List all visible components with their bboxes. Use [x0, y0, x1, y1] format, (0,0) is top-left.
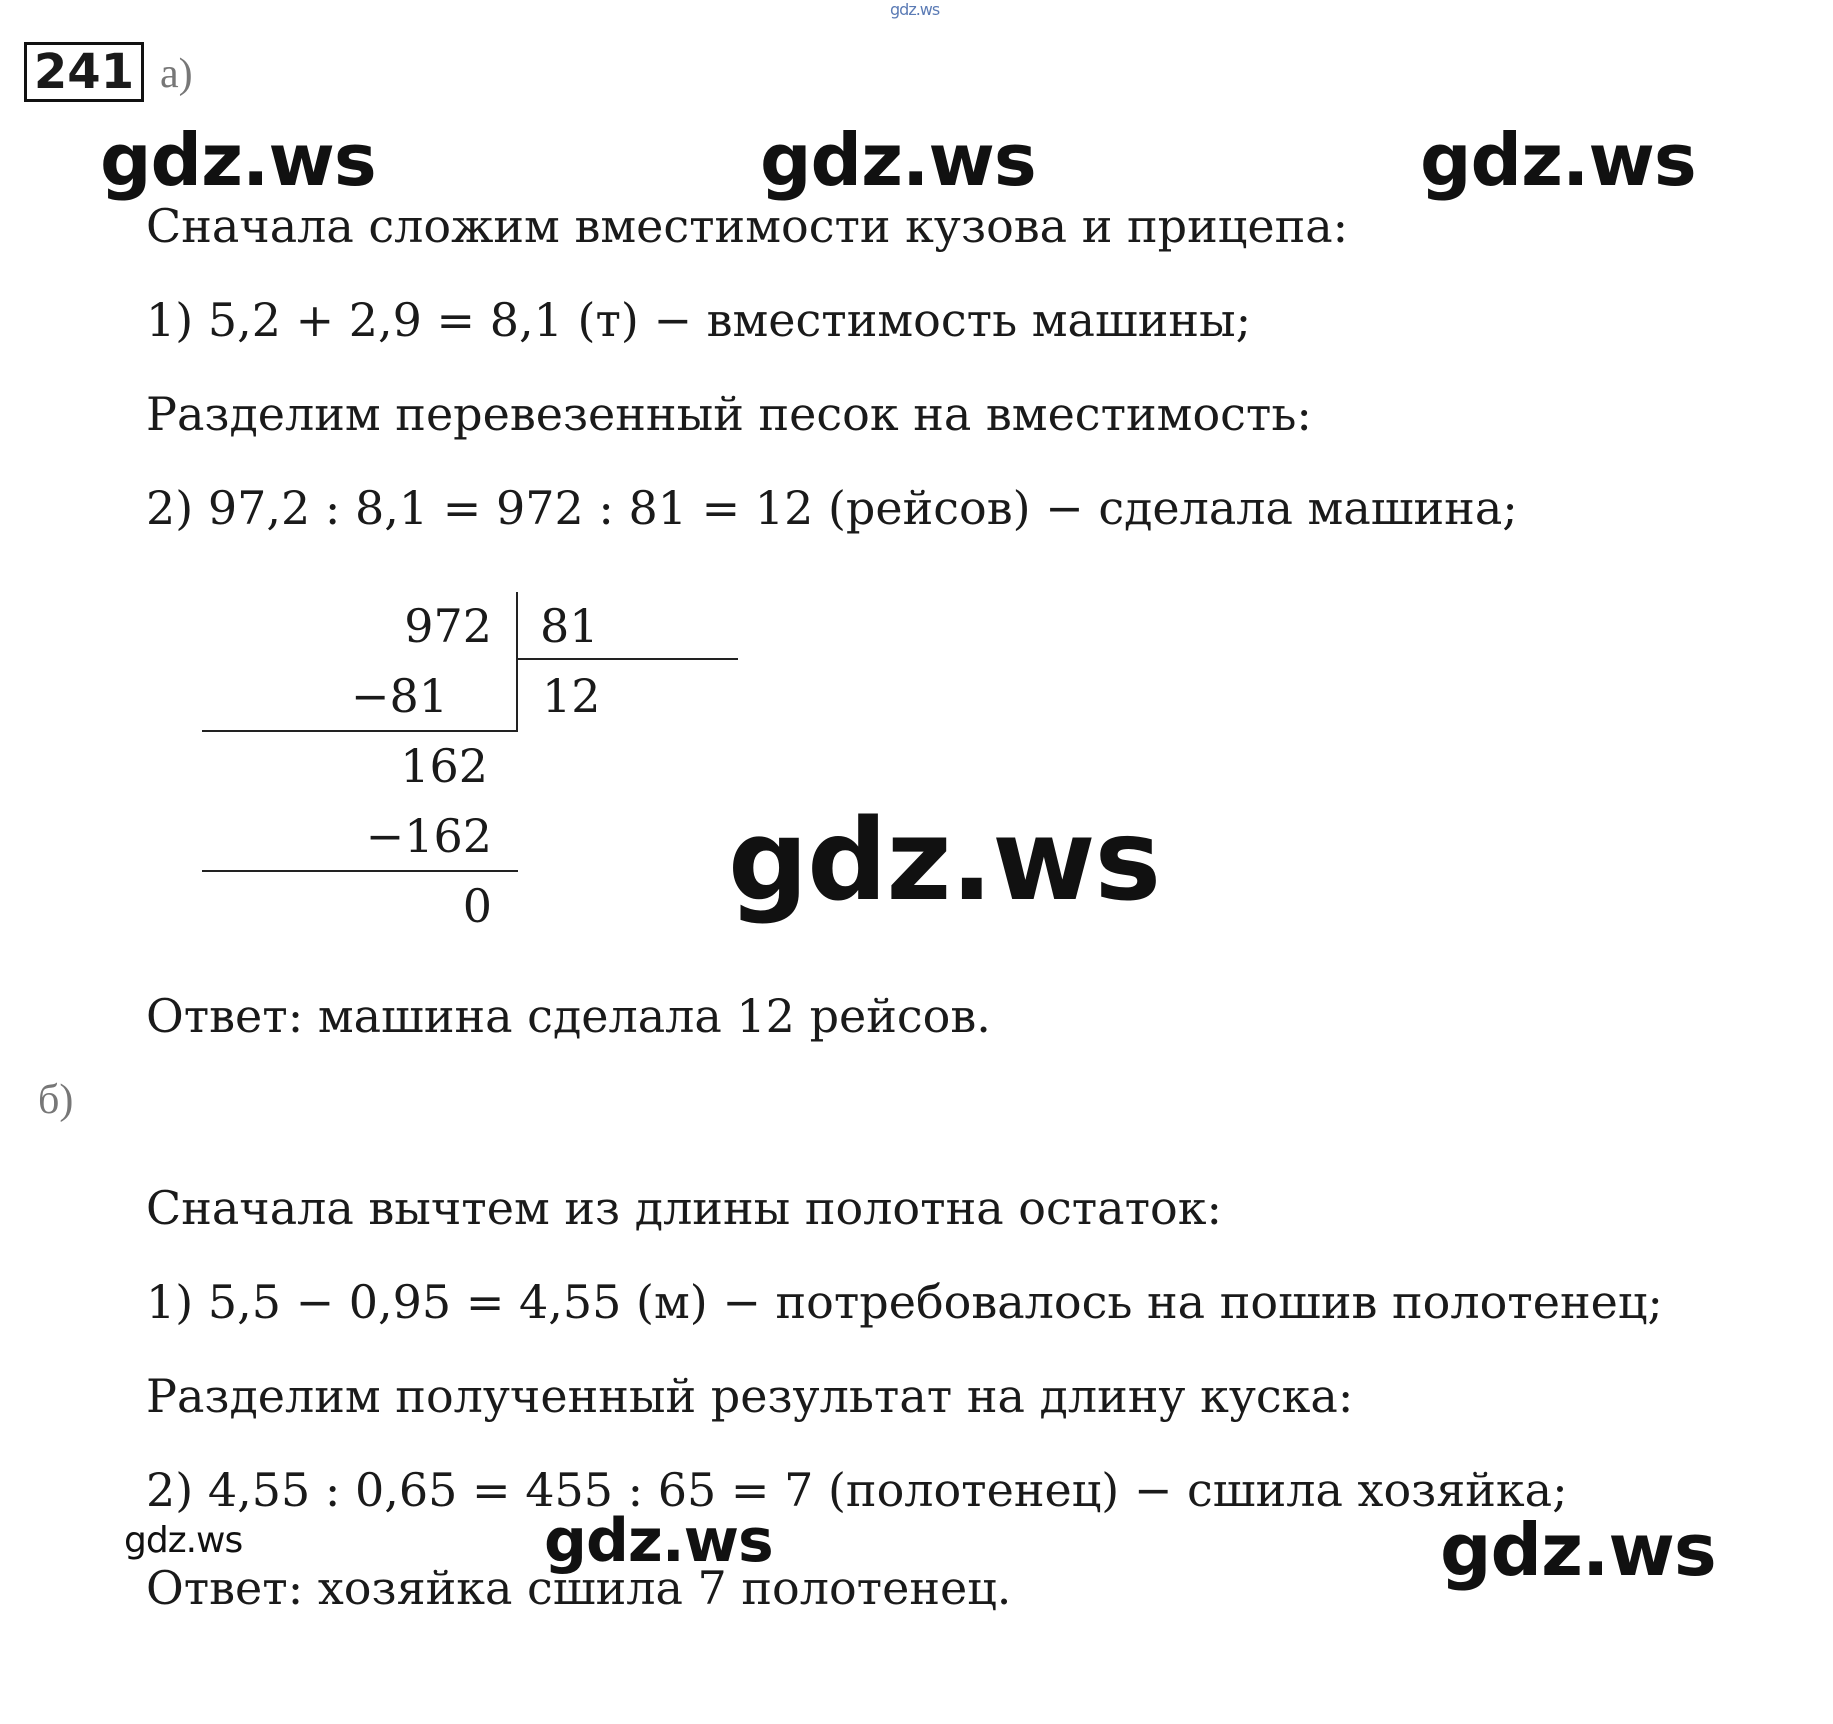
- watermark: gdz.ws: [728, 796, 1161, 926]
- division-step2-subtrahend: −162: [365, 809, 492, 863]
- part-a-answer: Ответ: машина сделала 12 рейсов.: [146, 989, 991, 1043]
- problem-number: 241: [24, 42, 144, 102]
- watermark: gdz.ws: [544, 1506, 773, 1576]
- part-b-label: б): [38, 1077, 74, 1123]
- part-a-line: Сначала сложим вместимости кузова и прицепа:: [146, 199, 1349, 253]
- division-vertical-bar: [516, 592, 518, 732]
- division-divisor: 81: [540, 599, 599, 653]
- watermark: gdz.ws: [1420, 118, 1696, 202]
- watermark-top: gdz.ws: [890, 0, 940, 19]
- part-b-line: Разделим полученный результат на длину куска:: [146, 1369, 1354, 1423]
- part-a-line: Разделим перевезенный песок на вместимость:: [146, 387, 1312, 441]
- division-step1-line: [202, 730, 518, 732]
- part-a-label: а): [160, 51, 193, 97]
- watermark: gdz.ws: [124, 1520, 243, 1561]
- part-a-line: 2) 97,2 : 8,1 = 972 : 81 = 12 (рейсов) − сделала машина;: [146, 481, 1518, 535]
- watermark: gdz.ws: [1440, 1508, 1716, 1592]
- part-b-line: 1) 5,5 − 0,95 = 4,55 (м) − потребовалось на пошив полотенец;: [146, 1275, 1663, 1329]
- division-step1-remainder: 162: [400, 739, 488, 793]
- division-step2-line: [202, 870, 518, 872]
- division-quotient: 12: [542, 669, 601, 723]
- part-a-line: 1) 5,2 + 2,9 = 8,1 (т) − вместимость машины;: [146, 293, 1252, 347]
- watermark: gdz.ws: [760, 118, 1036, 202]
- watermark: gdz.ws: [100, 118, 376, 202]
- division-dividend: 972: [404, 599, 492, 653]
- division-quotient-line: [516, 658, 738, 660]
- part-b-line: 2) 4,55 : 0,65 = 455 : 65 = 7 (полотенец) − сшила хозяйка;: [146, 1463, 1568, 1517]
- part-b-answer: Ответ: хозяйка сшила 7 полотенец.: [146, 1561, 1012, 1615]
- division-final-remainder: 0: [462, 879, 492, 933]
- division-step1-subtrahend: −81: [350, 669, 448, 723]
- part-b-line: Сначала вычтем из длины полотна остаток:: [146, 1181, 1222, 1235]
